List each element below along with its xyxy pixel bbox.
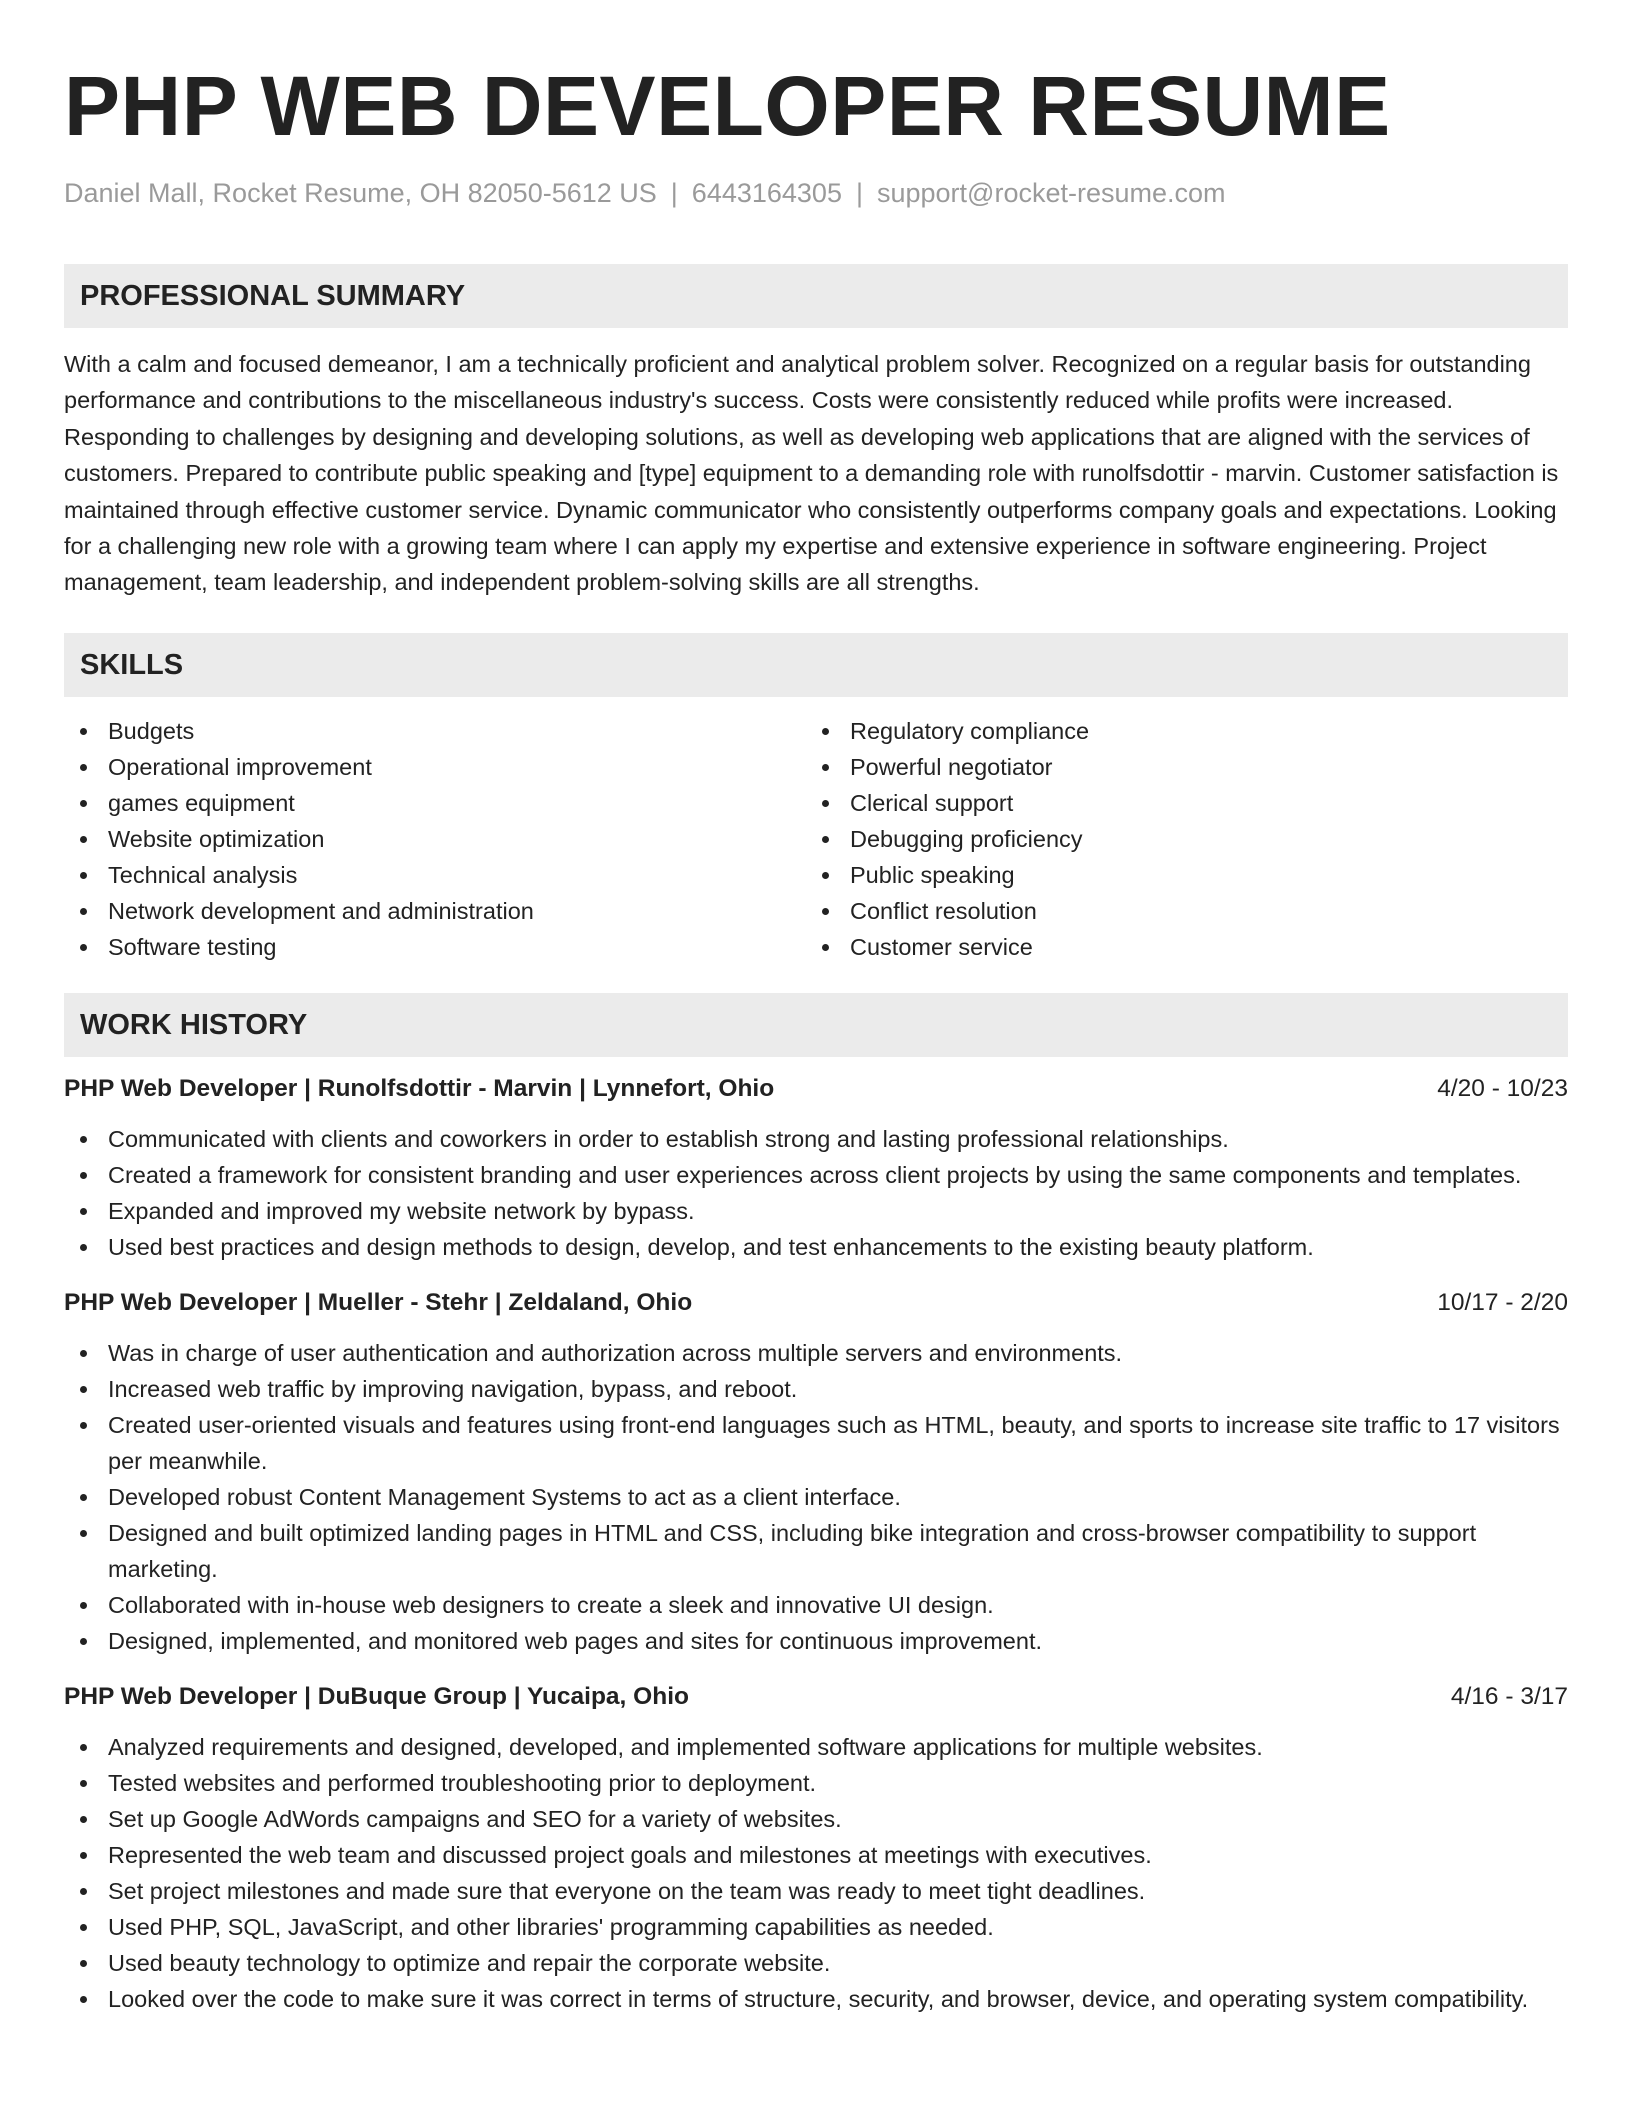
job-bullet: Designed, implemented, and monitored web pages and sites for continuous improvement. xyxy=(64,1623,1568,1659)
job-bullet: Set project milestones and made sure that everyone on the team was ready to meet tight deadlines. xyxy=(64,1873,1568,1909)
skill-item: Customer service xyxy=(806,929,1548,965)
work-history-heading: WORK HISTORY xyxy=(64,993,1568,1057)
resume-title: PHP WEB DEVELOPER RESUME xyxy=(64,59,1391,153)
job-bullet: Increased web traffic by improving navigation, bypass, and reboot. xyxy=(64,1371,1568,1407)
job-bullet-list xyxy=(64,1729,1568,2017)
contact-separator: | xyxy=(670,178,678,208)
job-dates: 4/20 - 10/23 xyxy=(1437,1074,1568,1102)
job-header xyxy=(64,1071,1568,1107)
summary-heading: PROFESSIONAL SUMMARY xyxy=(64,264,1568,328)
skill-item: games equipment xyxy=(64,785,806,821)
job-bullet: Was in charge of user authentication and authorization across multiple servers and environments. xyxy=(64,1335,1568,1371)
job-bullet: Used best practices and design methods to design, develop, and test enhancements to the existing beauty platform. xyxy=(64,1229,1568,1265)
job-bullet: Used beauty technology to optimize and repair the corporate website. xyxy=(64,1945,1568,1981)
job-header xyxy=(64,1285,1568,1321)
job-bullet: Expanded and improved my website network by bypass. xyxy=(64,1193,1568,1229)
job-bullet: Represented the web team and discussed project goals and milestones at meetings with executives. xyxy=(64,1837,1568,1873)
job-entry xyxy=(64,1285,1568,1659)
skill-item: Software testing xyxy=(64,929,806,965)
skill-item: Clerical support xyxy=(806,785,1548,821)
skill-item: Operational improvement xyxy=(64,749,806,785)
job-bullet-list xyxy=(64,1335,1568,1659)
job-bullet: Created a framework for consistent branding and user experiences across client projects by using the same components and templates. xyxy=(64,1157,1568,1193)
skills-list xyxy=(64,713,1568,965)
resume-page xyxy=(64,0,1568,2017)
skills-heading: SKILLS xyxy=(64,633,1568,697)
job-bullet: Communicated with clients and coworkers in order to establish strong and lasting professional relationships. xyxy=(64,1121,1568,1157)
job-title: PHP Web Developer | DuBuque Group | Yucaipa, Ohio xyxy=(64,1682,689,1710)
job-bullet: Analyzed requirements and designed, developed, and implemented software applications for multiple websites. xyxy=(64,1729,1568,1765)
contact-separator: | xyxy=(855,178,863,208)
skill-item: Conflict resolution xyxy=(806,893,1548,929)
work-history-list xyxy=(64,1071,1568,2017)
contact-email: support@rocket-resume.com xyxy=(876,178,1226,208)
job-dates: 4/16 - 3/17 xyxy=(1450,1682,1568,1710)
skill-item: Budgets xyxy=(64,713,806,749)
job-bullet: Tested websites and performed troubleshooting prior to deployment. xyxy=(64,1765,1568,1801)
job-bullet: Created user-oriented visuals and features using front-end languages such as HTML, beauty, and sports to increase site traffic to 17 visitors per meanwhile. xyxy=(64,1407,1568,1479)
job-bullet: Developed robust Content Management Systems to act as a client interface. xyxy=(64,1479,1568,1515)
job-bullet: Collaborated with in-house web designers to create a sleek and innovative UI design. xyxy=(64,1587,1568,1623)
job-header xyxy=(64,1679,1568,1715)
job-bullet: Designed and built optimized landing pages in HTML and CSS, including bike integration and cross-browser compatibility to support marketing. xyxy=(64,1515,1568,1587)
skills-column-left xyxy=(64,713,806,965)
skill-item: Regulatory compliance xyxy=(806,713,1548,749)
skill-item: Public speaking xyxy=(806,857,1548,893)
job-title: PHP Web Developer | Runolfsdottir - Marvin | Lynnefort, Ohio xyxy=(64,1074,775,1102)
skill-item: Website optimization xyxy=(64,821,806,857)
skill-item: Technical analysis xyxy=(64,857,806,893)
contact-line xyxy=(64,176,1568,210)
skill-item: Powerful negotiator xyxy=(806,749,1548,785)
job-dates: 10/17 - 2/20 xyxy=(1437,1288,1568,1316)
job-entry xyxy=(64,1071,1568,1265)
contact-address: Daniel Mall, Rocket Resume, OH 82050-5612 US xyxy=(64,178,657,208)
contact-phone: 6443164305 xyxy=(691,178,842,208)
job-title: PHP Web Developer | Mueller - Stehr | Zeldaland, Ohio xyxy=(64,1288,693,1316)
job-bullet: Looked over the code to make sure it was correct in terms of structure, security, and browser, device, and operating system compatibility. xyxy=(64,1981,1568,2017)
job-bullet: Set up Google AdWords campaigns and SEO for a variety of websites. xyxy=(64,1801,1568,1837)
skills-column-right xyxy=(806,713,1548,965)
job-bullet-list xyxy=(64,1121,1568,1265)
job-entry xyxy=(64,1679,1568,2017)
skill-item: Debugging proficiency xyxy=(806,821,1548,857)
skill-item: Network development and administration xyxy=(64,893,806,929)
summary-text: With a calm and focused demeanor, I am a technically proficient and analytical problem solver. Recognized on a regular basis for outstanding performance and contributions to the miscellaneous industry's success. Costs were consistently reduced while profits were increased. Responding to challenges by designing and developing solutions, as well as developing web applications that are aligned with the services of customers. Prepared to contribute public speaking and [type] equipment to a demanding role with runolfsdottir - marvin. Customer satisfaction is maintained through effective customer service. Dynamic communicator who consistently outperforms company goals and expectations. Looking for a challenging new role with a growing team where I can apply my expertise and extensive experience in software engineering. Project management, team leadership, and independent problem-solving skills are all strengths. xyxy=(64,351,1559,596)
job-bullet: Used PHP, SQL, JavaScript, and other libraries' programming capabilities as needed. xyxy=(64,1909,1568,1945)
